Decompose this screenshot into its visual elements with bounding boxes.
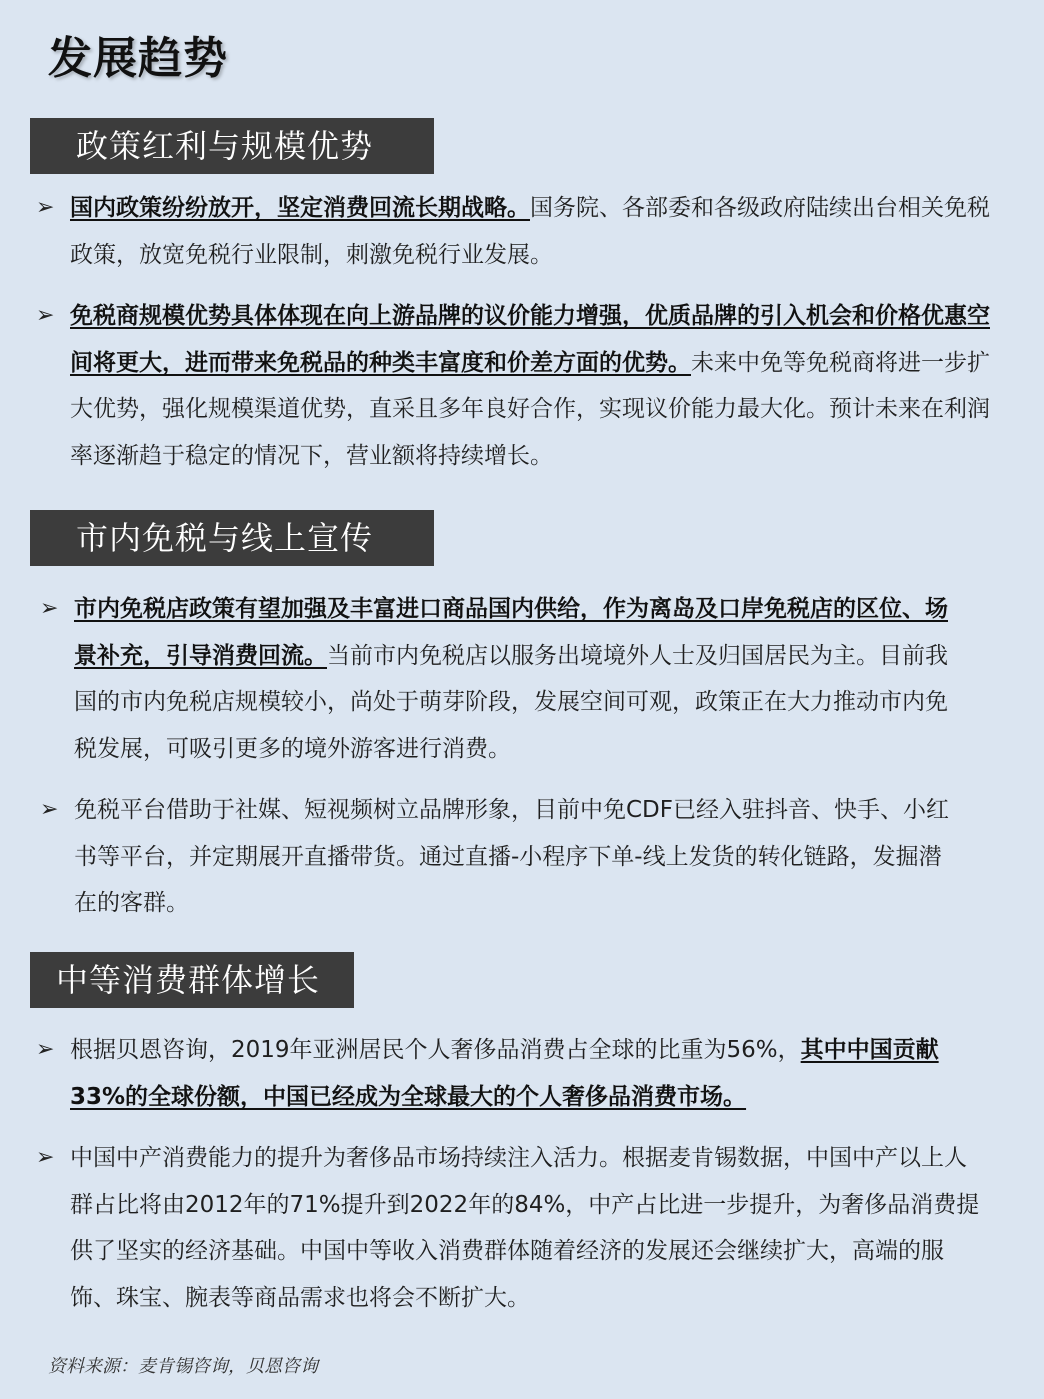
bullet-text: 中国中产消费能力的提升为奢侈品市场持续注入活力。根据麦肯锡数据，中国中产以上人群占比将由2012年的71%提升到2022年的84%，中产占比进一步提升，为奢侈品消费提供了坚实的经济基础。中国中等收入消费群体随着经济的发展还会继续扩大，高端的服饰、珠宝、腕表等商品需求也将会不断扩大。 xyxy=(70,1145,980,1311)
arrow-bullet-icon: ➢ xyxy=(36,1145,55,1170)
bullet-bain-luxury xyxy=(36,1027,988,1120)
arrow-bullet-icon: ➢ xyxy=(36,1037,55,1062)
section-header-policy: 政策红利与规模优势 xyxy=(30,118,434,174)
section-header-middle-class: 中等消费群体增长 xyxy=(30,952,354,1008)
arrow-bullet-icon: ➢ xyxy=(40,596,59,621)
source-note: 资料来源：麦肯锡咨询，贝恩咨询 xyxy=(48,1356,318,1377)
bullet-online-promotion xyxy=(40,787,964,927)
arrow-bullet-icon: ➢ xyxy=(36,303,55,328)
bullet-emphasis: 市内免税店政策有望加强及丰富进口商品国内供给，作为离岛及口岸免税店的区位、场景补充，引导消费回流。 xyxy=(74,596,948,669)
page-title: 发展趋势 xyxy=(48,33,228,84)
bullet-emphasis: 免税商规模优势具体体现在向上游品牌的议价能力增强，优质品牌的引入机会和价格优惠空间将更大，进而带来免税品的种类丰富度和价差方面的优势。 xyxy=(70,303,990,376)
bullet-text: 当前市内免税店以服务出境境外人士及归国居民为主。目前我国的市内免税店规模较小，尚处于萌芽阶段，发展空间可观，政策正在大力推动市内免税发展，可吸引更多的境外游客进行消费。 xyxy=(74,642,948,762)
arrow-bullet-icon: ➢ xyxy=(36,195,55,220)
bullet-scale-advantage xyxy=(36,293,1000,479)
bullet-emphasis: 其中中国贡献33%的全球份额，中国已经成为全球最大的个人奢侈品消费市场。 xyxy=(70,1037,939,1110)
bullet-text: 未来中免等免税商将进一步扩大优势，强化规模渠道优势，直采且多年良好合作，实现议价能力最大化。预计未来在利润率逐渐趋于稳定的情况下，营业额将持续增长。 xyxy=(70,349,990,469)
bullet-mckinsey-middle-class xyxy=(36,1135,988,1321)
bullet-text: 免税平台借助于社媒、短视频树立品牌形象，目前中免CDF已经入驻抖音、快手、小红书等平台，并定期展开直播带货。通过直播-小程序下单-线上发货的转化链路，发掘潜在的客群。 xyxy=(74,797,949,916)
bullet-emphasis: 国内政策纷纷放开，坚定消费回流长期战略。 xyxy=(70,195,530,221)
bullet-text: 根据贝恩咨询，2019年亚洲居民个人奢侈品消费占全球的比重为56%， xyxy=(70,1037,801,1063)
bullet-city-duty-free-policy xyxy=(40,586,964,772)
bullet-policy-opening xyxy=(36,185,998,278)
arrow-bullet-icon: ➢ xyxy=(40,797,59,822)
bullet-text: 国务院、各部委和各级政府陆续出台相关免税政策，放宽免税行业限制，刺激免税行业发展。 xyxy=(70,195,990,268)
section-header-city-duty-free: 市内免税与线上宣传 xyxy=(30,510,434,566)
